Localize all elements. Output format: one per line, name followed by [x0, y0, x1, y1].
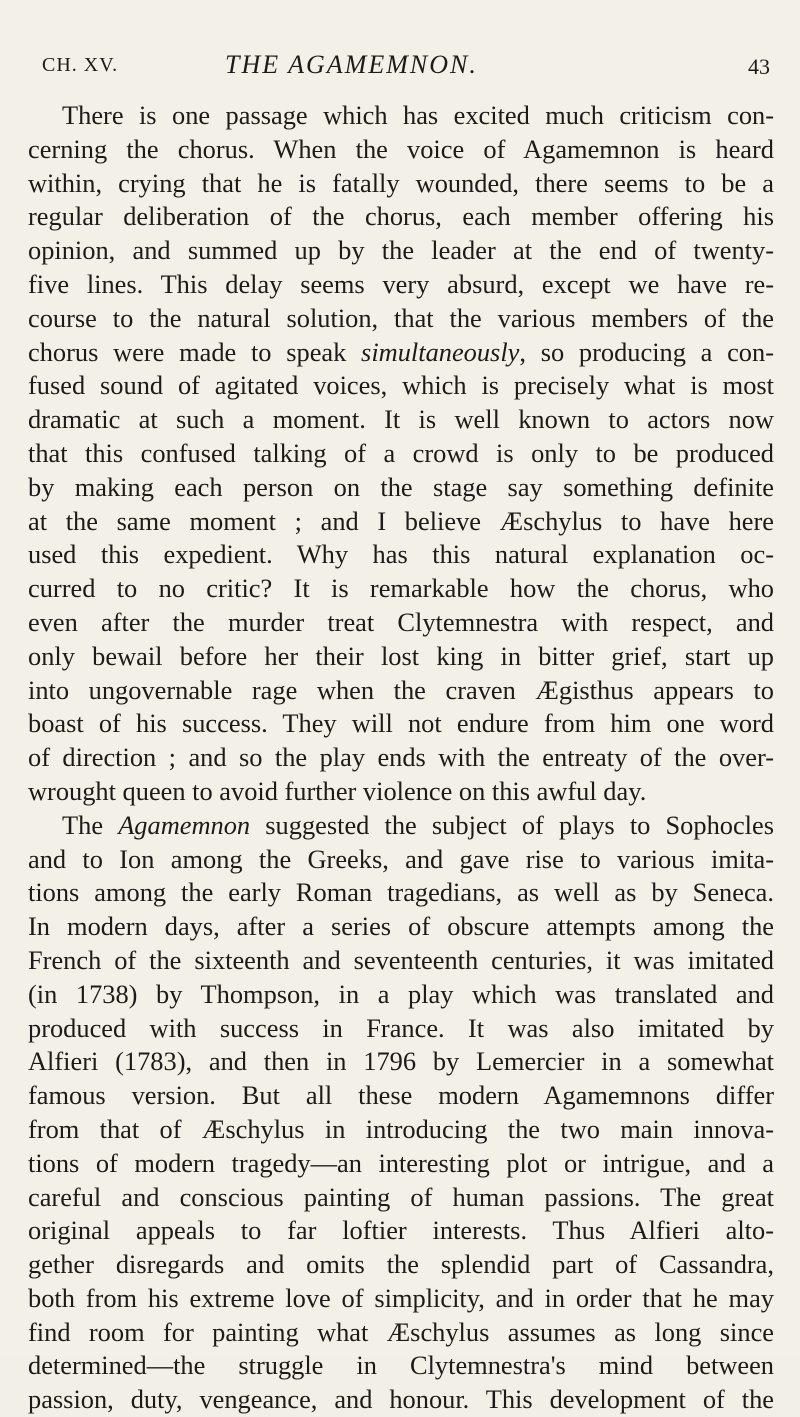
body-text: [28, 99, 774, 1417]
text-segment: fused sound of agitated voices, which is precisely what is most: [28, 370, 774, 401]
text-line: [28, 910, 774, 944]
text-segment: wrought queen to avoid further violence on this awful day.: [28, 775, 647, 806]
text-segment: that this confused talking of a crowd is only to be produced: [28, 437, 774, 468]
text-segment: French of the sixteenth and seventeenth centuries, it was imitated: [28, 944, 774, 975]
text-line: [28, 1181, 774, 1215]
text-segment: within, crying that he is fatally wounded, there seems to be a: [28, 167, 774, 198]
text-line: [28, 505, 774, 539]
text-line: [28, 944, 774, 978]
text-segment: find room for painting what Æschylus assumes as long since: [28, 1316, 774, 1347]
text-line: [28, 302, 774, 336]
page-number: 43: [748, 54, 770, 79]
text-segment: suggested the subject of plays to Sophocles: [250, 809, 774, 840]
text-line: [28, 167, 774, 201]
text-line: [28, 403, 774, 437]
text-line: [28, 268, 774, 302]
text-line: [28, 707, 774, 741]
text-segment: used this expedient. Why has this natural explanation oc-: [28, 539, 774, 570]
text-segment: tions among the early Roman tragedians, as well as by Seneca.: [28, 877, 774, 908]
text-line: [28, 200, 774, 234]
text-line: [28, 572, 774, 606]
text-segment: In modern days, after a series of obscure attempts among the: [28, 911, 774, 942]
text-line: [28, 741, 774, 775]
text-segment: from that of Æschylus in introducing the two main innova-: [28, 1113, 774, 1144]
text-segment: , so producing a con-: [519, 336, 774, 367]
text-segment: famous version. But all these modern Agamemnons differ: [28, 1080, 774, 1111]
text-segment: five lines. This delay seems very absurd, except we have re-: [28, 268, 774, 299]
italic-text: Agamemnon: [118, 809, 251, 840]
text-segment: dramatic at such a moment. It is well known to actors now: [28, 404, 774, 435]
text-line: [28, 369, 774, 403]
text-line: [28, 640, 774, 674]
text-line: [28, 775, 774, 809]
text-line: [28, 809, 774, 843]
text-segment: passion, duty, vengeance, and honour. This development of the: [28, 1384, 774, 1415]
text-line: [28, 99, 774, 133]
text-line: [28, 471, 774, 505]
text-segment: (in 1738) by Thompson, in a play which was translated and: [28, 978, 774, 1009]
text-line: [28, 978, 774, 1012]
text-line: [28, 1349, 774, 1383]
text-segment: chorus were made to speak: [28, 336, 362, 367]
text-line: [28, 1383, 774, 1417]
text-segment: Alfieri (1783), and then in 1796 by Lemercier in a somewhat: [28, 1046, 774, 1077]
text-line: [28, 336, 774, 370]
text-line: [28, 1248, 774, 1282]
running-head: [42, 50, 770, 86]
text-line: [28, 1147, 774, 1181]
text-segment: both from his extreme love of simplicity, and in order that he may: [28, 1282, 774, 1313]
text-segment: produced with success in France. It was also imitated by: [28, 1012, 774, 1043]
text-segment: of direction ; and so the play ends with the entreaty of the over-: [28, 742, 774, 773]
text-segment: original appeals to far loftier interests. Thus Alfieri alto-: [28, 1215, 774, 1246]
italic-text: simultaneously: [361, 336, 520, 367]
text-line: [28, 1079, 774, 1113]
chapter-label: CH. XV.: [42, 54, 119, 76]
text-segment: determined—the struggle in Clytemnestra's mind between: [28, 1350, 774, 1381]
text-line: [28, 876, 774, 910]
text-line: [28, 606, 774, 640]
text-line: [28, 437, 774, 471]
text-segment: into ungovernable rage when the craven Ægisthus appears to: [28, 674, 774, 705]
text-segment: even after the murder treat Clytemnestra with respect, and: [28, 606, 774, 637]
text-line: [28, 843, 774, 877]
running-title: THE AGAMEMNON.: [225, 50, 478, 79]
text-segment: only bewail before her their lost king in bitter grief, start up: [28, 640, 774, 671]
text-line: [28, 1316, 774, 1350]
text-line: [28, 538, 774, 572]
text-line: [28, 1282, 774, 1316]
text-segment: opinion, and summed up by the leader at the end of twenty-: [28, 235, 774, 266]
text-segment: course to the natural solution, that the various members of the: [28, 302, 774, 333]
text-segment: curred to no critic? It is remarkable how the chorus, who: [28, 573, 774, 604]
text-line: [28, 674, 774, 708]
text-segment: and to Ion among the Greeks, and gave rise to various imita-: [28, 843, 774, 874]
text-line: [28, 234, 774, 268]
text-segment: careful and conscious painting of human passions. The great: [28, 1181, 774, 1212]
text-line: [28, 1045, 774, 1079]
text-segment: cerning the chorus. When the voice of Agamemnon is heard: [28, 133, 774, 164]
text-segment: gether disregards and omits the splendid part of Cassandra,: [28, 1249, 774, 1280]
text-segment: The: [62, 809, 119, 840]
text-segment: There is one passage which has excited much criticism con-: [62, 100, 774, 130]
text-line: [28, 1012, 774, 1046]
text-segment: at the same moment ; and I believe Æschylus to have here: [28, 505, 774, 536]
text-line: [28, 133, 774, 167]
text-segment: boast of his success. They will not endure from him one word: [28, 708, 774, 739]
text-segment: by making each person on the stage say something definite: [28, 471, 774, 502]
text-segment: regular deliberation of the chorus, each member offering his: [28, 201, 774, 232]
text-segment: tions of modern tragedy—an interesting plot or intrigue, and a: [28, 1147, 774, 1178]
text-line: [28, 1214, 774, 1248]
text-line: [28, 1113, 774, 1147]
